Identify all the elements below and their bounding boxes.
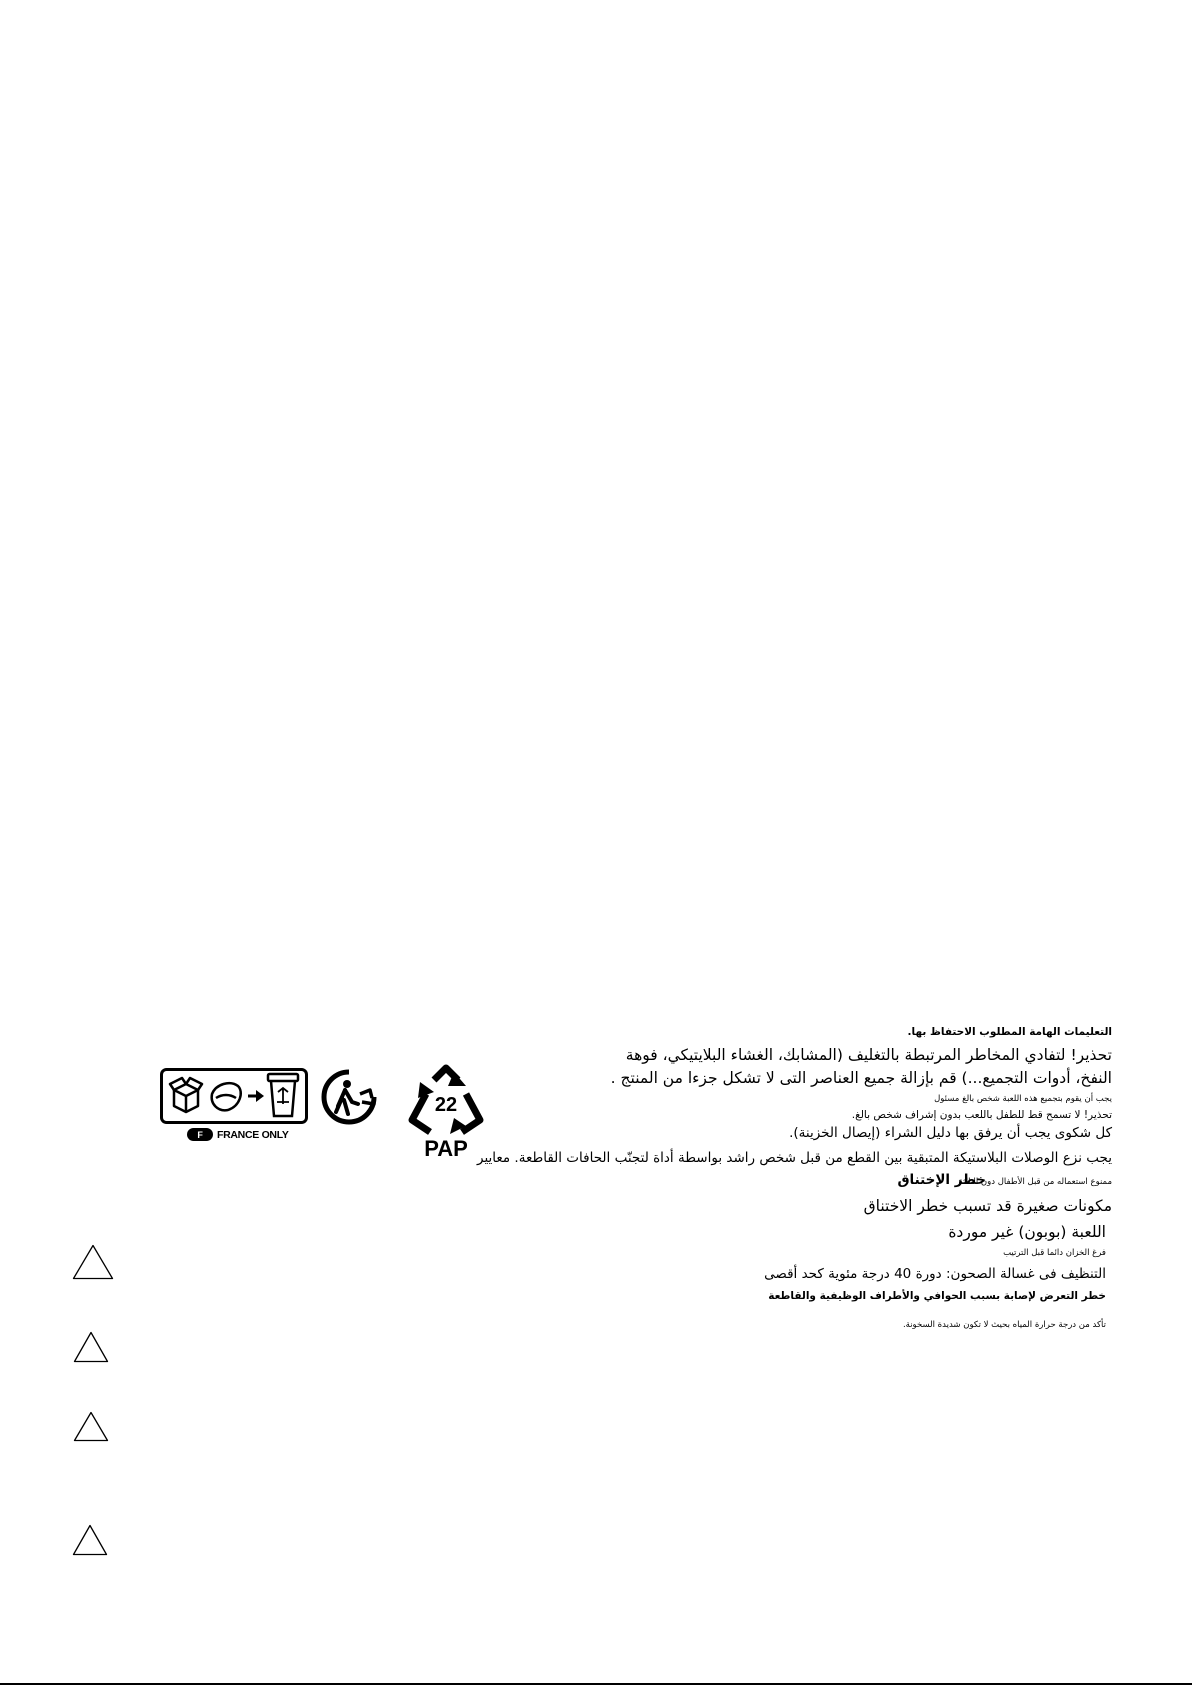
arrow-right-icon bbox=[248, 1090, 264, 1102]
under-three-note: ممنوع استعماله من قبل الأطفال دون الثالثة bbox=[958, 1177, 1112, 1187]
sharp-edges-warning: خطر التعرض لإصابة بسبب الحوافي والأطراف الوظيفية والقاطعة bbox=[768, 1290, 1106, 1302]
pap-recycling-mark bbox=[404, 1064, 488, 1164]
pap-number: 22 bbox=[434, 1094, 458, 1116]
france-only-label: FRANCE ONLY bbox=[217, 1128, 289, 1141]
sorting-instructions-logo bbox=[160, 1068, 308, 1124]
choking-hazard-label: خطر الإختناق bbox=[897, 1172, 986, 1188]
warning-triangle-2 bbox=[73, 1331, 109, 1363]
france-badge: F bbox=[187, 1128, 213, 1141]
adult-assembly-note: يجب أن يقوم بتجميع هذه اللعبة شخص بالغ مسئول bbox=[934, 1094, 1112, 1104]
triman-icon bbox=[320, 1068, 378, 1126]
pap-label: PAP bbox=[424, 1136, 468, 1161]
small-parts-warning: مكونات صغيرة قد تسبب خطر الاختناق bbox=[863, 1197, 1112, 1215]
packaging-warning-line-2: النفخ، أدوات التجميع...) قم بإزالة جميع العناصر التى لا تشكل جزءا من المنتج . bbox=[610, 1069, 1112, 1087]
sort-box-icon bbox=[170, 1078, 202, 1112]
empty-tank-note: فرغ الخزان دائما قبل الترتيب bbox=[1003, 1248, 1106, 1258]
warning-triangle-4 bbox=[72, 1524, 108, 1556]
dishwasher-cleaning-note: التنظيف فى غسالة الصحون: دورة 40 درجة مئوية كحد أقصى bbox=[764, 1266, 1106, 1282]
proof-of-purchase-note: كل شكوى يجب أن يرفق بها دليل الشراء (إيصال الخزينة). bbox=[789, 1125, 1112, 1141]
paper-packaging-icon bbox=[212, 1083, 241, 1110]
warning-triangle-1 bbox=[72, 1244, 114, 1280]
warning-triangle-3 bbox=[73, 1411, 109, 1442]
packaging-warning-line-1: تحذير! لتفادي المخاطر المرتبطة بالتغليف (المشابك، الغشاء البلايتيكي، فوهة bbox=[625, 1046, 1112, 1064]
instructions-heading: التعليمات الهامة المطلوب الاحتفاظ بها. bbox=[907, 1026, 1112, 1038]
recycle-bin-icon bbox=[268, 1074, 298, 1116]
plastic-connections-note: يجب نزع الوصلات البلاستيكة المتبقية بين القطع من قبل شخص راشد بواسطة أداة لتجنّب الحافات القاطعة. معايير bbox=[477, 1150, 1112, 1166]
supervision-warning: تحذير! لا تسمح قط للطفل باللعب بدون إشراف شخص بالغ. bbox=[851, 1109, 1112, 1121]
doll-not-included: اللعبة (بوبون) غير موردة bbox=[948, 1223, 1106, 1241]
water-temperature-note: تأكد من درجة حرارة المياه بحيث لا تكون شديدة السخونة. bbox=[902, 1320, 1106, 1330]
france-only-mark bbox=[187, 1128, 289, 1141]
